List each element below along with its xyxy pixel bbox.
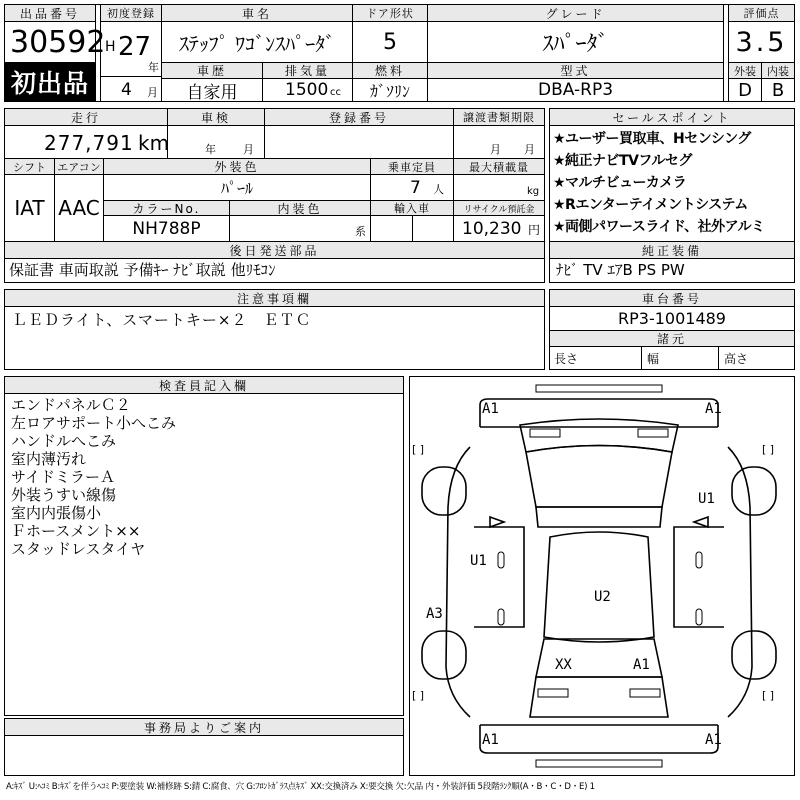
door-label: ドア形状 bbox=[352, 4, 428, 22]
mileage: 277,791 bbox=[44, 131, 134, 155]
length-label: 長さ bbox=[554, 352, 579, 366]
capacity-unit: 人 bbox=[433, 183, 444, 196]
inspector-note: 外装うすい線傷 bbox=[11, 486, 117, 504]
notice: ＬＥＤライト、スマートキー×２ ＥＴＣ bbox=[12, 311, 312, 329]
door: 5 bbox=[352, 21, 428, 63]
inspector-note: ハンドルへこみ bbox=[11, 432, 117, 450]
reg-year: 27 bbox=[118, 32, 152, 62]
capacity-label: 乗車定員 bbox=[370, 158, 454, 175]
fuel-label: 燃料 bbox=[352, 62, 428, 79]
transfer-label: 譲渡書類期限 bbox=[453, 108, 545, 126]
height-label: 高さ bbox=[724, 352, 749, 366]
shift-label: シフト bbox=[4, 158, 55, 175]
model: DBA-RP3 bbox=[427, 78, 724, 102]
int-color-label: 内装色 bbox=[229, 200, 371, 216]
mark-rear-right: A1 bbox=[705, 732, 722, 748]
displacement-unit: cc bbox=[330, 87, 341, 98]
mark-right-fender: U1 bbox=[698, 491, 715, 507]
sales-point: ★両側パワースライド、社外アルミ bbox=[553, 219, 765, 235]
later-parts: 保証書 車両取説 予備ｷｰ ﾅﾋﾞ取説 他ﾘﾓｺﾝ bbox=[9, 261, 276, 279]
first-listing-badge bbox=[4, 62, 96, 102]
car-name: ｽﾃｯﾌﾟ ﾜｺﾞﾝｽﾊﾟｰﾀﾞ bbox=[161, 21, 353, 63]
model-label: 型式 bbox=[427, 62, 724, 79]
bracket-left-top: [ ] bbox=[412, 443, 425, 456]
recycle-unit: 円 bbox=[528, 223, 541, 237]
mark-tailgate: XX bbox=[555, 657, 572, 673]
reg-era: H bbox=[105, 39, 116, 55]
chassis: RP3-1001489 bbox=[549, 306, 795, 331]
legend: A:ｷｽﾞ U:ﾍｺﾐ B:ｷｽﾞを伴うﾍｺﾐ P:要塗装 W:補修跡 S:錆 C:腐食、穴 G:ﾌﾛﾝﾄｶﾞﾗｽ点ｷｽﾞ XX:交換済み X:要交換 欠:欠品 内・外装評価 5段階ﾗﾝｸ順(A・B・C・D・E) 1 bbox=[6, 782, 595, 792]
inspector-note: エンドパネルＣ２ bbox=[11, 396, 131, 414]
history: 自家用 bbox=[161, 78, 263, 102]
chassis-label: 車台番号 bbox=[549, 289, 795, 307]
displacement-label: 排気量 bbox=[262, 62, 353, 79]
genuine-label: 純正装備 bbox=[549, 241, 795, 259]
bracket-right-top: [ ] bbox=[762, 443, 775, 456]
grade: ｽﾊﾟｰﾀﾞ bbox=[427, 21, 724, 63]
mark-rear-left: A1 bbox=[482, 732, 499, 748]
transfer-month-unit: 月 bbox=[490, 143, 501, 156]
first-listing-text: 初出品 bbox=[10, 69, 89, 98]
inspector-notes bbox=[4, 393, 404, 716]
recycle-label: リサイクル預託金 bbox=[453, 200, 545, 216]
lot-no: 30592 bbox=[10, 25, 106, 60]
load-label: 最大積載量 bbox=[453, 158, 545, 175]
history-label: 車歴 bbox=[161, 62, 263, 79]
ext-grade: D bbox=[728, 78, 762, 102]
sales-point: ★マルチビューカメラ bbox=[553, 175, 687, 191]
mark-roof: U2 bbox=[594, 589, 611, 605]
sales-point: ★ユーザー買取車、Hセンシング bbox=[553, 131, 751, 147]
car-name-label: 車名 bbox=[161, 4, 353, 22]
reg-month: 4 bbox=[121, 80, 132, 100]
office-label: 事務局よりご案内 bbox=[4, 718, 404, 736]
color-no: NH788P bbox=[103, 215, 230, 242]
inspector-note: 室内内張傷小 bbox=[11, 504, 102, 522]
score-label: 評価点 bbox=[728, 4, 795, 22]
car-outline bbox=[410, 377, 794, 775]
color-no-label: カラーNo. bbox=[103, 200, 230, 216]
recycle: 10,230 bbox=[462, 219, 522, 239]
office-box bbox=[4, 735, 404, 776]
damage-diagram bbox=[409, 376, 795, 776]
ext-label: 外装 bbox=[728, 62, 762, 79]
mark-rear-right-panel: A1 bbox=[633, 657, 650, 673]
inspector-note: サイドミラーＡ bbox=[11, 468, 115, 486]
int-grade: B bbox=[761, 78, 795, 102]
ac-label: エアコン bbox=[54, 158, 104, 175]
grade-label: グレード bbox=[427, 4, 724, 22]
inspector-note: Ｆホースメント×× bbox=[11, 522, 141, 540]
shift: IAT bbox=[4, 174, 55, 242]
sales-points-list bbox=[549, 125, 795, 242]
mark-front-left: A1 bbox=[482, 401, 499, 417]
inspector-label: 検査員記入欄 bbox=[4, 376, 404, 394]
score: 3.5 bbox=[728, 21, 795, 63]
mark-left-door: U1 bbox=[470, 553, 487, 569]
displacement: 1500 bbox=[285, 80, 329, 100]
inspection-year-unit: 年 bbox=[205, 143, 216, 156]
dims-label: 諸元 bbox=[549, 330, 795, 347]
int-color-unit: 系 bbox=[355, 225, 366, 238]
reg-divider bbox=[100, 76, 162, 77]
notice-label: 注意事項欄 bbox=[4, 289, 545, 307]
genuine: ﾅﾋﾞ TV ｴｱB PS PW bbox=[556, 261, 685, 279]
sales-point: ★純正ナビTVフルセグ bbox=[553, 153, 692, 169]
ext-color-label: 外装色 bbox=[103, 158, 371, 175]
capacity: 7 bbox=[410, 178, 421, 198]
import-divider bbox=[412, 215, 413, 242]
inspection-label: 車検 bbox=[167, 108, 265, 126]
inspector-note: 左ロアサポート小へこみ bbox=[11, 414, 177, 432]
lot-no-label: 出品番号 bbox=[4, 4, 96, 22]
ac: AAC bbox=[54, 174, 104, 242]
int-color-box bbox=[229, 215, 371, 242]
ext-color: ﾊﾟｰﾙ bbox=[103, 174, 371, 201]
reg-year-unit: 年 bbox=[148, 61, 159, 74]
mark-front-right: A1 bbox=[705, 401, 722, 417]
import-label: 輸入車 bbox=[370, 200, 454, 216]
inspection-month-unit: 月 bbox=[243, 143, 254, 156]
sales-points-label: セールスポイント bbox=[549, 108, 795, 126]
sales-point: ★Rエンターテイメントシステム bbox=[553, 197, 748, 213]
mileage-label: 走行 bbox=[4, 108, 168, 126]
plate-label: 登録番号 bbox=[264, 108, 454, 126]
later-parts-label: 後日発送部品 bbox=[4, 241, 545, 259]
load-unit: kg bbox=[527, 186, 540, 197]
inspector-note: スタッドレスタイヤ bbox=[11, 540, 146, 558]
bracket-left-bottom: [ ] bbox=[412, 689, 425, 702]
fuel: ｶﾞｿﾘﾝ bbox=[352, 78, 428, 102]
bracket-right-bottom: [ ] bbox=[762, 689, 775, 702]
mark-left-rear: A3 bbox=[426, 606, 443, 622]
plate-box bbox=[264, 125, 454, 159]
mileage-unit: km bbox=[138, 131, 170, 155]
reg-month-unit: 月 bbox=[147, 86, 158, 99]
transfer-day-unit: 月 bbox=[524, 143, 535, 156]
width-label: 幅 bbox=[647, 352, 660, 366]
reg-label: 初度登録 bbox=[100, 4, 162, 22]
inspector-note: 室内薄汚れ bbox=[11, 450, 87, 468]
int-label: 内装 bbox=[761, 62, 795, 79]
